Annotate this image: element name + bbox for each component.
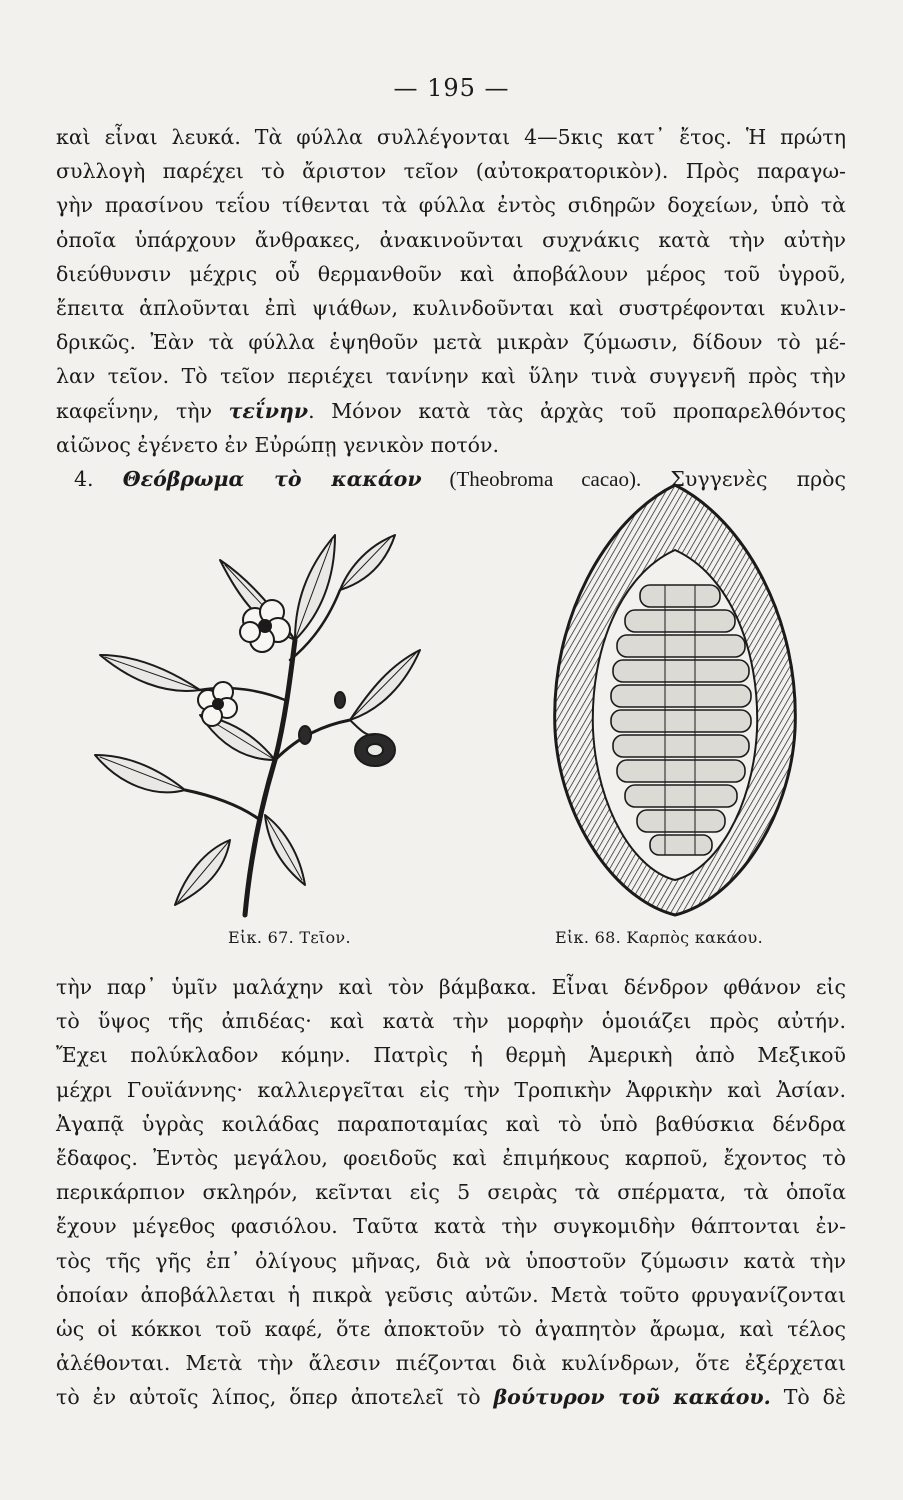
text-line: γὴν πρασίνου τεΐου τίθενται τὰ φύλλα ἐντὸς σιδηρῶν δοχείων, ὑπὸ τὰ [56, 193, 846, 218]
text-line [56, 394, 846, 428]
paragraph-tea [56, 120, 846, 496]
latin-name: (Theobroma cacao). [421, 467, 642, 492]
text-line: μέχρι Γουϊάννης· καλλιεργεῖται εἰς τὴν Τροπικὴν Ἀφρικὴν καὶ Ἀσίαν. [56, 1077, 846, 1102]
section-number: 4. [74, 467, 123, 492]
text-line: Ἔχει πολύκλαδον κόμην. Πατρὶς ἡ θερμὴ Ἀμερικὴ ἀπὸ Μεξικοῦ [56, 1043, 846, 1068]
text-line: ὁποῖα ὑπάρχουν ἄνθρακες, ἀνακινοῦνται συχνάκις κατὰ τὴν αὐτὴν [56, 227, 846, 252]
term-cocoa-butter: βούτυρον τοῦ κακάου. [493, 1385, 771, 1410]
text-line: λαν τεῖον. Τὸ τεῖον περιέχει τανίνην καὶ ὕλην τινὰ συγγενῆ πρὸς τὴν [56, 364, 846, 389]
term-teine: τεΐνην [228, 398, 309, 423]
paragraph-cacao [56, 970, 846, 1415]
figure-caption-tea: Εἰκ. 67. Τεῖον. [228, 928, 351, 947]
text-line: τὸ ὕψος τῆς ἀπιδέας· καὶ κατὰ τὴν μορφὴν ὁμοιάζει πρὸς αὐτήν. [56, 1009, 846, 1034]
text-line: καὶ εἶναι λευκά. Τὰ φύλλα συλλέγονται 4—5κις κατ᾽ ἔτος. Ἡ πρώτη [56, 125, 846, 149]
text-span: Τὸ δὲ [770, 1385, 846, 1410]
text-line: περικάρπιον σκληρόν, κεῖνται εἰς 5 σειρὰς τὰ σπέρματα, τὰ ὁποῖα [56, 1180, 846, 1205]
text-line: ὡς οἱ κόκκοι τοῦ καφέ, ὅτε ἀποκτοῦν τὸ ἀγαπητὸν ἄρωμα, καὶ τέλος [56, 1317, 846, 1342]
text-span: τὸ ἐν αὐτοῖς λίπος, ὅπερ ἀποτελεῖ τὸ [56, 1385, 494, 1410]
text-line: δρικῶς. Ἐὰν τὰ φύλλα ἑψηθοῦν μετὰ μικρὰν ζύμωσιν, δίδουν τὸ μέ- [56, 330, 846, 355]
text-line: ὁποίαν ἀποβάλλεται ἡ πικρὰ γεῦσις αὐτῶν. Μετὰ τοῦτο φρυγανίζονται [56, 1282, 846, 1307]
text-span: καφεΐνην, τὴν [56, 398, 229, 423]
text-span: Συγγενὲς πρὸς [641, 467, 846, 492]
text-line: διεύθυνσιν μέχρις οὗ θερμανθοῦν καὶ ἀποβάλουν μέρος τοῦ ὑγροῦ, [56, 261, 846, 286]
cacao-fruit-illustration [545, 480, 805, 920]
text-line: Ἀγαπᾷ ὑγρὰς κοιλάδας παραποταμίας καὶ τὸ ὑπὸ βαθύσκια δένδρα [56, 1111, 846, 1136]
page-number: — 195 — [393, 74, 510, 102]
text-line: ἔπειτα ἁπλοῦνται ἐπὶ ψιάθων, κυλινδοῦνται καὶ συστρέφονται κυλιν- [56, 296, 846, 321]
text-line: ἔχουν μέγεθος φασιόλου. Ταῦτα κατὰ τὴν συγκομιδὴν θάπτονται ἐν- [56, 1214, 846, 1239]
text-line: ἀλέθονται. Μετὰ τὴν ἄλεσιν πιέζονται διὰ κυλίνδρων, ὅτε ἐξέρχεται [56, 1351, 846, 1376]
text-line: τὴν παρ᾽ ὑμῖν μαλάχην καὶ τὸν βάμβακα. Εἶναι δένδρον φθάνον εἰς [56, 975, 846, 999]
figure-caption-cacao: Εἰκ. 68. Καρπὸς κακάου. [555, 928, 763, 947]
text-span: . Μόνον κατὰ τὰς ἀρχὰς τοῦ προπαρελθόντος [308, 398, 847, 423]
tea-branch-illustration [90, 520, 430, 920]
text-line: αἰῶνος ἐγένετο ἐν Εὐρώπῃ γενικὸν ποτόν. [56, 432, 499, 457]
term-theobroma: Θεόβρωμα τὸ κακάον [122, 467, 422, 492]
text-line: ἔδαφος. Ἐντὸς μεγάλου, φοειδοῦς καὶ ἐπιμήκους καρποῦ, ἔχοντος τὸ [56, 1146, 846, 1171]
text-line: τὸς τῆς γῆς ἐπ᾽ ὀλίγους μῆνας, διὰ νὰ ὑποστοῦν ζύμωσιν κατὰ τὴν [56, 1248, 846, 1273]
text-line: συλλογὴ παρέχει τὸ ἄριστον τεῖον (αὐτοκρατορικὸν). Πρὸς παραγω- [56, 159, 846, 184]
text-line [56, 1380, 846, 1414]
